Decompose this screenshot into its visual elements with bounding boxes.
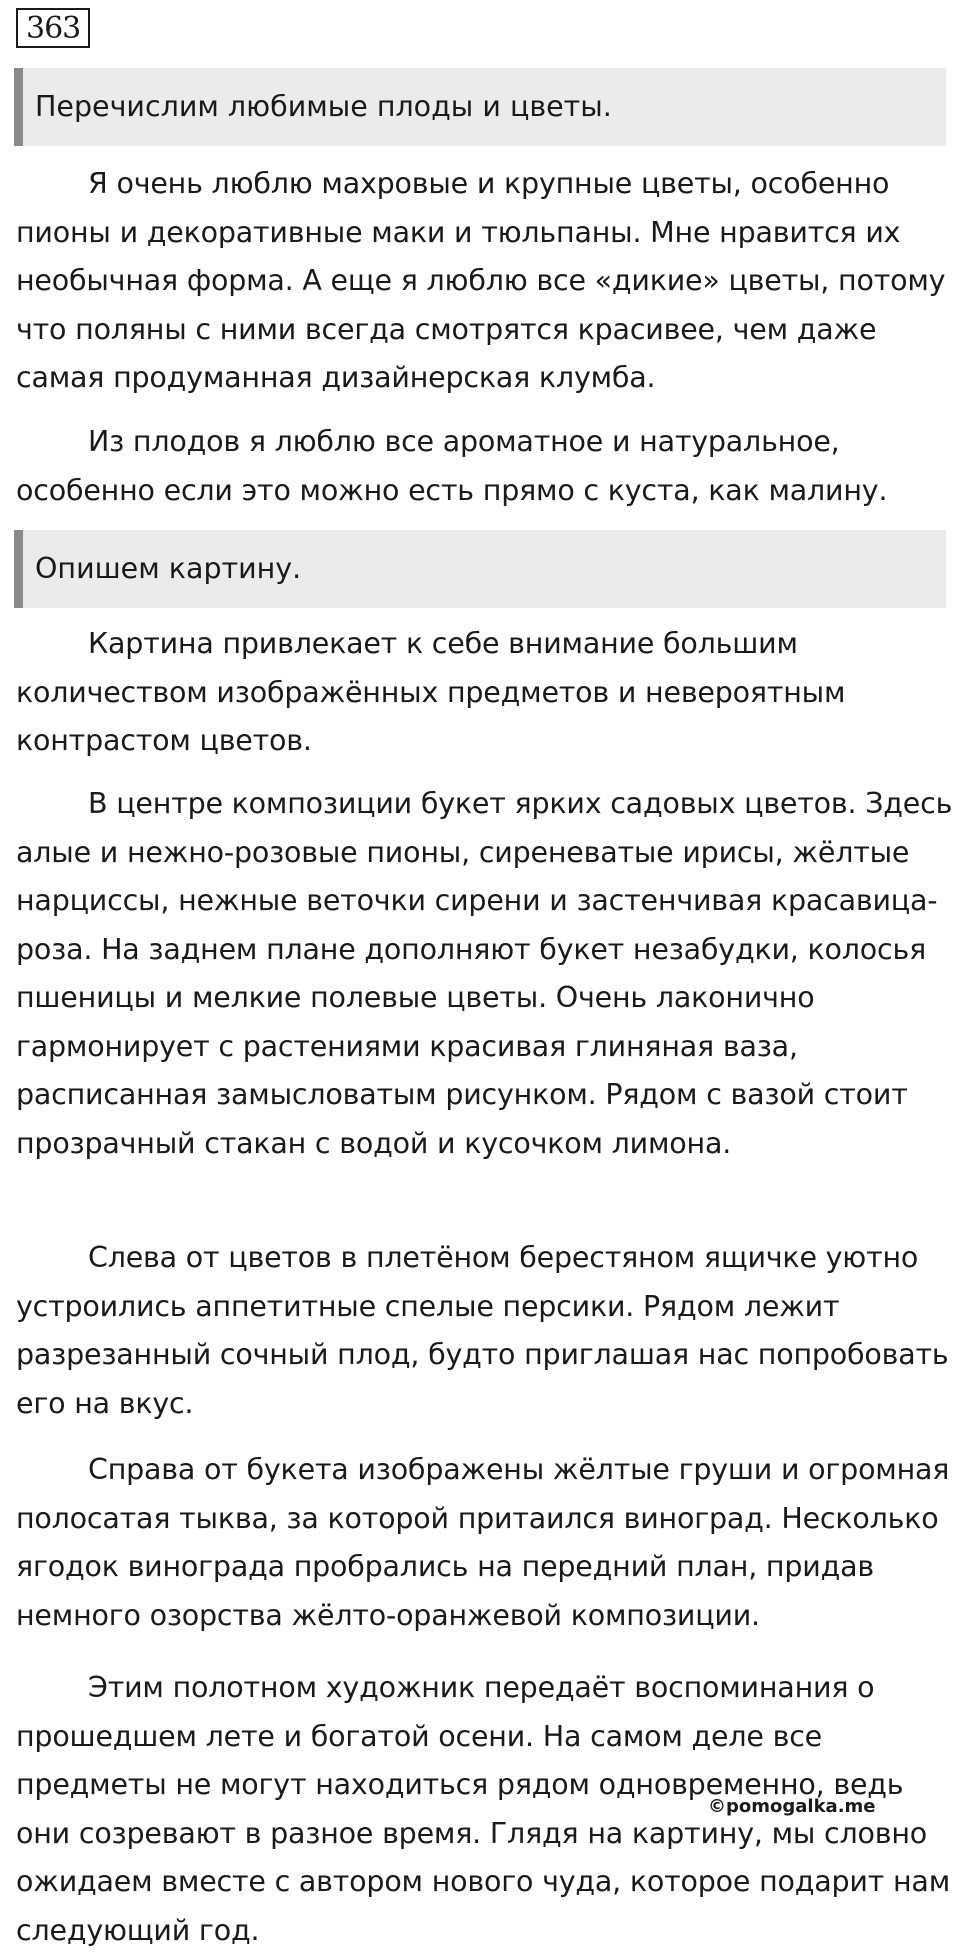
section-header-favorites: Перечислим любимые плоды и цветы.: [14, 68, 946, 146]
paragraph-flowers: Я очень люблю махровые и крупные цветы, особенно пионы и декоративные маки и тюльпаны. Мне нравится их необычная форма. А еще я люблю все «дикие» цветы, потому что поляны с ними всегда смотрятся красивее, чем даже самая продуманная дизайнерская клумба.: [16, 167, 946, 394]
paragraph-fruits: Из плодов я люблю все ароматное и натуральное, особенно если это можно есть прямо с куста, как малину.: [16, 425, 888, 507]
paragraph-painting-conclusion: Этим полотном художник передаёт воспоминания о прошедшем лете и богатой осени. На самом деле все предметы не могут находиться рядом одновременно, ведь они созревают в разное время. Глядя на картину, мы словно ожидаем вместе с автором нового чуда, которое подарит нам следующий год.: [16, 1671, 950, 1947]
paragraph-painting-right: Справа от букета изображены жёлтые груши и огромная полосатая тыква, за которой притаился виноград. Несколько ягодок винограда пробрались на передний план, придав немного озорства жёлто-оранжевой композиции.: [16, 1453, 950, 1632]
paragraph-painting-center: В центре композиции букет ярких садовых цветов. Здесь алые и нежно-розовые пионы, сиреневатые ирисы, жёлтые нарциссы, нежные веточки сирени и застенчивая красавица-роза. На заднем плане дополняют букет незабудки, колосья пшеницы и мелкие полевые цветы. Очень лаконично гармонирует с растениями красивая глиняная ваза, расписанная замысловатым рисунком. Рядом с вазой стоит прозрачный стакан с водой и кусочком лимона.: [16, 787, 953, 1160]
watermark: ©pomogalka.me: [708, 1796, 876, 1817]
task-number-box: 363: [16, 8, 90, 48]
paragraph-painting-intro: Картина привлекает к себе внимание большим количеством изображённых предметов и невероятным контрастом цветов.: [16, 627, 846, 757]
section-header-painting: Опишем картину.: [14, 530, 946, 608]
paragraph-painting-left: Слева от цветов в плетёном берестяном ящичке уютно устроились аппетитные спелые персики. Рядом лежит разрезанный сочный плод, будто приглашая нас попробовать его на вкус.: [16, 1241, 949, 1420]
